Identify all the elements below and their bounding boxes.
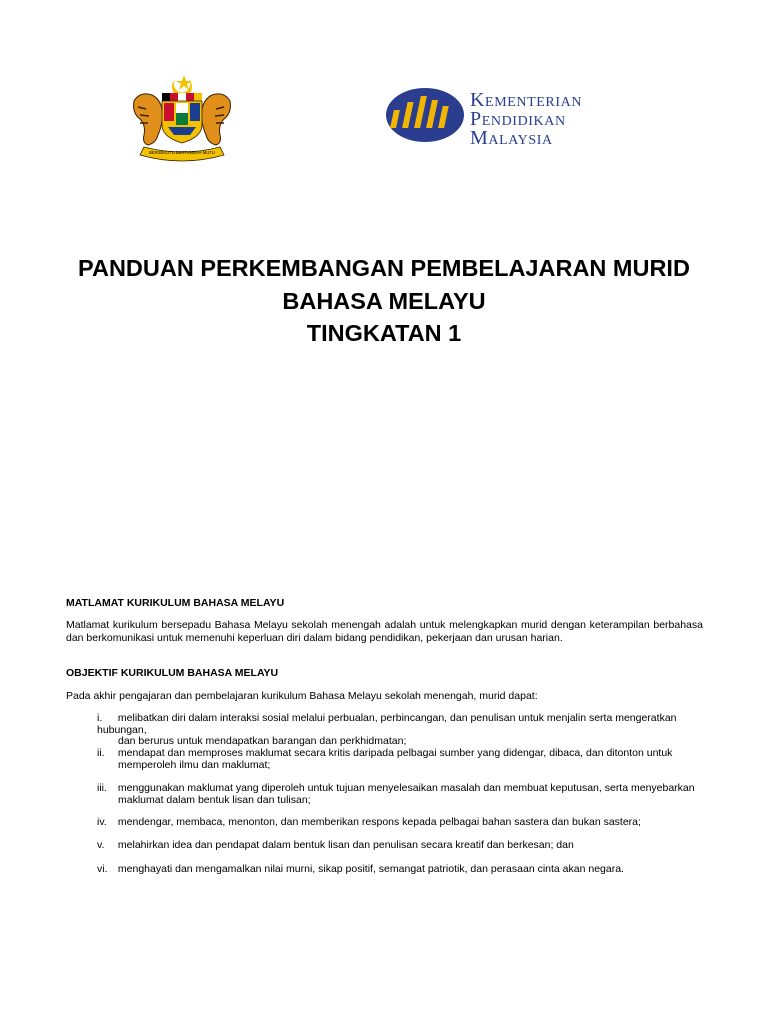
list-item-number: v. (97, 839, 105, 851)
list-item-continuation: maklumat dalam bentuk lisan dan tulisan; (118, 793, 311, 806)
kpm-line-3-initial: M (470, 127, 489, 149)
list-item-number: iii. (97, 782, 107, 794)
matlamat-heading: MATLAMAT KURIKULUM BAHASA MELAYU (66, 597, 285, 609)
kpm-line-2-initial: P (470, 108, 482, 130)
list-item-number: ii. (97, 747, 105, 759)
list-item-text: mendapat dan memproses maklumat secara kritis daripada pelbagai sumber yang didengar, dibaca, dan ditonton untuk (117, 747, 673, 759)
list-item (97, 864, 707, 876)
list-item-continuation: dan berurus untuk mendapatkan barangan dan perkhidmatan; (118, 735, 407, 747)
list-item-text: melahirkan idea dan pendapat dalam bentuk lisan dan penulisan secara kreatif dan berkesan; dan (117, 839, 574, 851)
kpm-line-3-rest: ALAYSIA (488, 133, 553, 148)
list-item-text: mendengar, membaca, menonton, dan memberikan respons kepada pelbagai bahan sastera dan bukan sastera; (117, 816, 641, 828)
kpm-line-1-rest: EMENTERIAN (485, 95, 583, 110)
objektif-heading: OBJEKTIF KURIKULUM BAHASA MELAYU (66, 667, 279, 679)
kpm-line-3 (470, 127, 660, 149)
kpm-line-2-rest: ENDIDIKAN (481, 114, 566, 129)
document-title-line-2: BAHASA MELAYU (282, 288, 486, 314)
list-item (97, 817, 707, 829)
list-item-number: iv. (97, 816, 107, 828)
list-item-text: menghayati dan mengamalkan nilai murni, sikap positif, semangat patriotik, dan perasaan cinta akan negara. (117, 863, 624, 875)
kpm-logo-icon (385, 86, 465, 144)
kpm-line-1-initial: K (470, 89, 486, 111)
document-title-line-1: PANDUAN PERKEMBANGAN PEMBELAJARAN MURID (78, 255, 690, 281)
list-item-text: melibatkan diri dalam interaksi sosial melalui perbualan, perbincangan, dan penulisan untuk menjalin serta mengeratkan hubungan, (97, 712, 677, 736)
list-item-continuation: memperoleh ilmu dan maklumat; (118, 758, 271, 771)
list-item (97, 840, 707, 852)
list-item (97, 748, 707, 771)
list-item-number: i. (97, 712, 103, 724)
kpm-wordmark (470, 89, 660, 149)
list-item (97, 713, 707, 748)
list-item (97, 783, 707, 806)
list-item-number: vi. (97, 863, 108, 875)
kpm-line-2 (470, 108, 660, 130)
coat-of-arms-icon (126, 73, 238, 165)
list-item-text: menggunakan maklumat yang diperoleh untuk tujuan menyelesaikan masalah dan membuat keputusan, serta menyebarkan (117, 782, 695, 794)
crest-motto: BERSEKUTU BERTAMBAH MUTU (149, 150, 215, 155)
document-title-line-3: TINGKATAN 1 (306, 320, 462, 346)
kpm-line-1 (470, 89, 660, 111)
matlamat-paragraph: Matlamat kurikulum bersepadu Bahasa Melayu sekolah menengah adalah untuk melengkapkan murid dengan keterampilan berbahasa dan berkomunikasi untuk memenuhi keperluan diri dalam bidang pendidikan, pekerjaan dan urusan harian. (66, 619, 703, 644)
objektif-intro: Pada akhir pengajaran dan pembelajaran kurikulum Bahasa Melayu sekolah menengah, murid dapat: (66, 690, 538, 702)
